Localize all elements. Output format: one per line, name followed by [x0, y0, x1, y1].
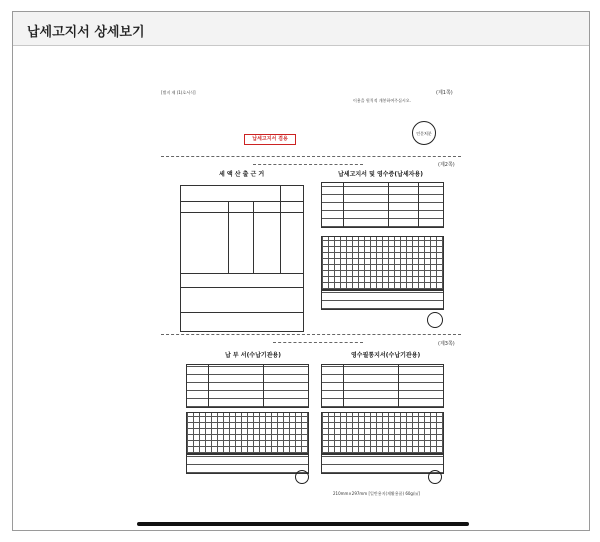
notice-amount-grid [321, 236, 444, 290]
payment-tax-rows [186, 454, 309, 474]
page-mark-3: (제3쪽) [438, 341, 455, 347]
notice-stamp: 납세고지서 겸용 [244, 134, 296, 145]
tax-notice-dialog [12, 11, 590, 531]
receipt-amount-grid [321, 412, 444, 454]
cut-line-1 [161, 156, 461, 157]
page-mark-1: (제1쪽) [436, 90, 453, 96]
form-number: [별지 제 (1)호서식] [161, 90, 196, 95]
payment-header-table [186, 364, 309, 408]
footer-note: 210mm×297mm [일반용지(재활용품) 60g/㎡] [333, 491, 420, 496]
notice-tax-rows [321, 290, 444, 310]
payment-amount-grid [186, 412, 309, 454]
tax-notice-document-image [153, 72, 463, 502]
dialog-title: 납세고지서 상세보기 [27, 25, 145, 40]
cut-line-2 [161, 334, 461, 335]
notice-header-table [321, 182, 444, 228]
dialog-header [13, 12, 589, 46]
section-notice-title: 납세고지서 및 영수증(납세자용) [338, 171, 424, 178]
issuer-line: 이용을 원칙적 개봉하여주십시오. [353, 98, 411, 103]
receipt-tax-rows [321, 454, 444, 474]
seal-mark-1 [427, 312, 443, 328]
cut-line-2b [273, 342, 363, 343]
receipt-header-table [321, 364, 444, 408]
cut-line-1b [253, 164, 363, 165]
official-seal: 인문처분 [412, 121, 436, 145]
seal-mark-2 [295, 470, 309, 484]
page-mark-2: (제2쪽) [438, 162, 455, 168]
seal-mark-3 [428, 470, 442, 484]
scroll-indicator[interactable] [137, 522, 469, 526]
section-calc-title: 세 액 산 출 근 거 [219, 171, 265, 178]
calc-basis-table [180, 185, 304, 332]
section-receipt-title: 영수필통지서(수납기관용) [351, 352, 421, 359]
section-payment-title: 납 부 서(수납기관용) [225, 352, 282, 359]
